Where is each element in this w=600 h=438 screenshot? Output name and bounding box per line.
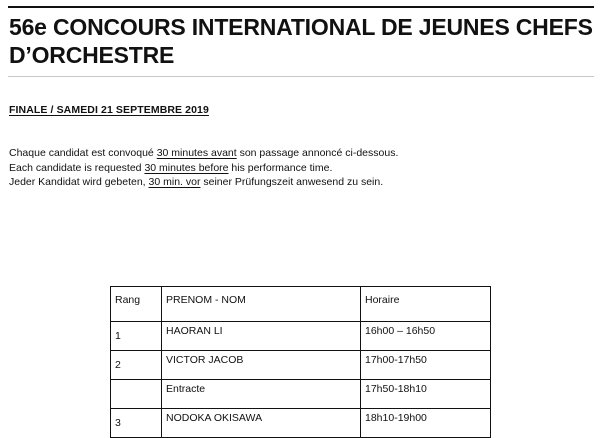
table-header-row	[111, 287, 491, 322]
top-divider	[8, 6, 594, 8]
table-row	[111, 380, 491, 409]
row-time: 17h00-17h50	[361, 351, 491, 380]
row-time: 17h50-18h10	[361, 380, 491, 409]
instruction-fr	[9, 146, 398, 161]
instruction-en	[9, 161, 398, 176]
instruction-fr-after: son passage annoncé ci-dessous.	[236, 147, 399, 159]
row-rank: 3	[111, 409, 162, 438]
instruction-de	[9, 175, 398, 190]
instructions-block	[9, 146, 398, 190]
row-rank: 1	[111, 322, 162, 351]
instruction-fr-highlight: 30 minutes avant	[156, 147, 237, 159]
row-rank: 2	[111, 351, 162, 380]
table-row	[111, 409, 491, 438]
page-title: 56e CONCOURS INTERNATIONAL DE JEUNES CHEFS D’ORCHESTRE	[9, 14, 593, 68]
instruction-de-highlight: 30 min. vor	[148, 176, 201, 188]
schedule-table	[110, 286, 491, 438]
row-name: NODOKA OKISAWA	[162, 409, 361, 438]
title-divider	[8, 76, 594, 77]
row-time: 16h00 – 16h50	[361, 322, 491, 351]
row-name: Entracte	[162, 380, 361, 409]
header-rank: Rang	[111, 287, 162, 322]
event-subtitle: FINALE / SAMEDI 21 SEPTEMBRE 2019	[9, 104, 209, 116]
row-time: 18h10-19h00	[361, 409, 491, 438]
instruction-fr-before: Chaque candidat est convoqué	[9, 147, 157, 159]
row-name: VICTOR JACOB	[162, 351, 361, 380]
row-rank	[111, 380, 162, 409]
instruction-de-after: seiner Prüfungszeit anwesend zu sein.	[200, 176, 384, 188]
header-name: PRENOM - NOM	[162, 287, 361, 322]
instruction-en-highlight: 30 minutes before	[144, 161, 229, 174]
row-name: HAORAN LI	[162, 322, 361, 351]
table-row	[111, 351, 491, 380]
table-row	[111, 322, 491, 351]
instruction-de-before: Jeder Kandidat wird gebeten,	[9, 176, 149, 188]
header-time: Horaire	[361, 287, 491, 322]
instruction-en-after: his performance time.	[228, 161, 333, 174]
instruction-en-before: Each candidate is requested	[9, 161, 145, 174]
